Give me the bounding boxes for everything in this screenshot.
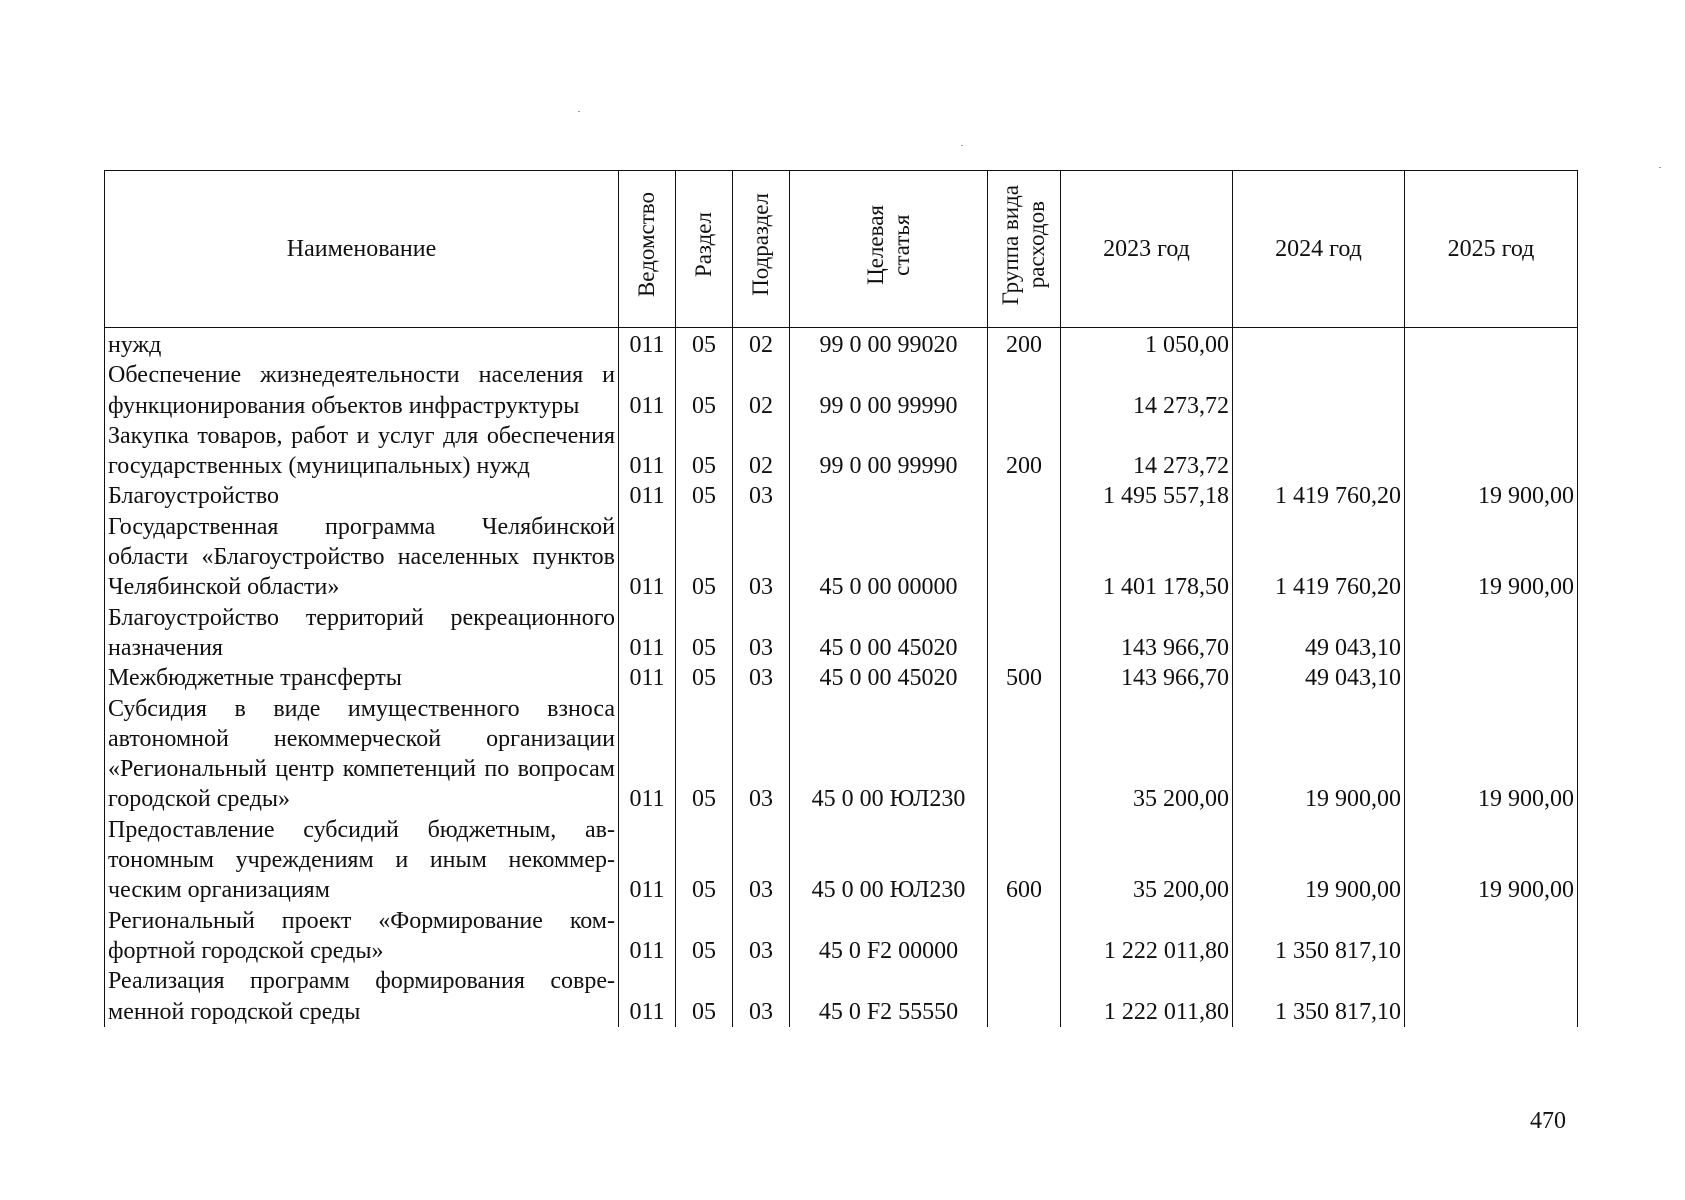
cell-name: нужд bbox=[105, 328, 619, 361]
header-expense-group bbox=[988, 171, 1061, 328]
cell-year-2025 bbox=[1405, 603, 1578, 664]
header-subsection-text: Подраздел bbox=[748, 193, 773, 297]
cell-name: Обеспечение жизнедеятельности населения и функционирования объектов инфраструктуры bbox=[105, 360, 619, 421]
cell-year-2023: 35 200,00 bbox=[1061, 694, 1233, 815]
cell-year-2024: 1 419 760,20 bbox=[1233, 512, 1405, 603]
header-year-2025 bbox=[1405, 171, 1578, 328]
cell-subsection: 03 bbox=[733, 481, 790, 511]
cell-department: 011 bbox=[619, 694, 676, 815]
cell-expense-group bbox=[988, 966, 1061, 1027]
cell-subsection: 03 bbox=[733, 663, 790, 693]
cell-target-article: 45 0 00 ЮЛ230 bbox=[790, 815, 988, 906]
header-year-2024-text: 2024 год bbox=[1275, 235, 1362, 262]
cell-name: Предоставление субсидий бюджетным, автономным учреждениям и иным некоммерческим организациям bbox=[105, 815, 619, 906]
header-department bbox=[619, 171, 676, 328]
header-name bbox=[105, 171, 619, 328]
cell-department: 011 bbox=[619, 328, 676, 361]
cell-target-article: 45 0 F2 00000 bbox=[790, 906, 988, 967]
cell-year-2024: 1 350 817,10 bbox=[1233, 906, 1405, 967]
cell-year-2024 bbox=[1233, 421, 1405, 482]
cell-year-2025 bbox=[1405, 663, 1578, 693]
table-row bbox=[105, 512, 1578, 603]
table-row bbox=[105, 906, 1578, 967]
cell-year-2024: 49 043,10 bbox=[1233, 663, 1405, 693]
cell-year-2025 bbox=[1405, 966, 1578, 1027]
cell-year-2023: 1 050,00 bbox=[1061, 328, 1233, 361]
cell-department: 011 bbox=[619, 360, 676, 421]
cell-name: Благоустройство территорий рекреационного назначения bbox=[105, 603, 619, 664]
cell-year-2023: 1 222 011,80 bbox=[1061, 906, 1233, 967]
cell-expense-group bbox=[988, 512, 1061, 603]
header-expense-group-text: Группа вида расходов bbox=[998, 184, 1049, 305]
header-year-2023 bbox=[1061, 171, 1233, 328]
cell-name: Закупка товаров, работ и услуг для обеспечения государственных (муниципальных) нужд bbox=[105, 421, 619, 482]
cell-department: 011 bbox=[619, 512, 676, 603]
cell-year-2023: 1 222 011,80 bbox=[1061, 966, 1233, 1027]
cell-expense-group: 500 bbox=[988, 663, 1061, 693]
cell-section: 05 bbox=[676, 966, 733, 1027]
cell-name: Реализация программ формирования современной городской среды bbox=[105, 966, 619, 1027]
cell-year-2025 bbox=[1405, 906, 1578, 967]
cell-target-article: 45 0 00 45020 bbox=[790, 663, 988, 693]
scan-speck bbox=[1659, 167, 1661, 168]
cell-year-2024: 19 900,00 bbox=[1233, 815, 1405, 906]
cell-expense-group: 200 bbox=[988, 328, 1061, 361]
cell-year-2025 bbox=[1405, 328, 1578, 361]
cell-name: Субсидия в виде имущественного взноса автономной некоммерческой организации «Региональный центр компетенций по вопросам городской среды» bbox=[105, 694, 619, 815]
cell-year-2023: 14 273,72 bbox=[1061, 421, 1233, 482]
cell-section: 05 bbox=[676, 481, 733, 511]
table-row bbox=[105, 663, 1578, 693]
header-department-text: Ведомство bbox=[634, 192, 659, 298]
cell-section: 05 bbox=[676, 328, 733, 361]
cell-department: 011 bbox=[619, 663, 676, 693]
table-row bbox=[105, 481, 1578, 511]
header-row bbox=[105, 171, 1578, 328]
cell-year-2023: 1 401 178,50 bbox=[1061, 512, 1233, 603]
cell-year-2025 bbox=[1405, 421, 1578, 482]
cell-subsection: 02 bbox=[733, 360, 790, 421]
table-row bbox=[105, 694, 1578, 815]
cell-target-article: 99 0 00 99990 bbox=[790, 421, 988, 482]
cell-department: 011 bbox=[619, 966, 676, 1027]
cell-year-2024 bbox=[1233, 360, 1405, 421]
scan-speck bbox=[961, 145, 963, 146]
cell-expense-group: 600 bbox=[988, 815, 1061, 906]
cell-department: 011 bbox=[619, 421, 676, 482]
header-subsection bbox=[733, 171, 790, 328]
header-section bbox=[676, 171, 733, 328]
header-year-2025-text: 2025 год bbox=[1447, 235, 1535, 262]
cell-year-2024: 1 350 817,10 bbox=[1233, 966, 1405, 1027]
table-body bbox=[105, 328, 1578, 1027]
header-target-article bbox=[790, 171, 988, 328]
table-row bbox=[105, 815, 1578, 906]
table-row bbox=[105, 966, 1578, 1027]
cell-year-2023: 14 273,72 bbox=[1061, 360, 1233, 421]
cell-target-article: 45 0 00 45020 bbox=[790, 603, 988, 664]
page-number: 470 bbox=[1530, 1108, 1566, 1134]
header-year-2023-text: 2023 год bbox=[1103, 235, 1190, 262]
cell-year-2025: 19 900,00 bbox=[1405, 512, 1578, 603]
cell-target-article: 45 0 00 ЮЛ230 bbox=[790, 694, 988, 815]
cell-expense-group bbox=[988, 360, 1061, 421]
cell-name: Межбюджетные трансферты bbox=[105, 663, 619, 693]
cell-subsection: 03 bbox=[733, 966, 790, 1027]
cell-subsection: 03 bbox=[733, 512, 790, 603]
cell-department: 011 bbox=[619, 906, 676, 967]
cell-expense-group: 200 bbox=[988, 421, 1061, 482]
cell-year-2024 bbox=[1233, 328, 1405, 361]
cell-section: 05 bbox=[676, 906, 733, 967]
cell-target-article: 99 0 00 99990 bbox=[790, 360, 988, 421]
cell-section: 05 bbox=[676, 694, 733, 815]
header-section-text: Раздел bbox=[691, 212, 716, 278]
cell-expense-group bbox=[988, 694, 1061, 815]
cell-section: 05 bbox=[676, 663, 733, 693]
header-year-2024 bbox=[1233, 171, 1405, 328]
cell-name: Государственная программа Челябинской области «Благоустройство населенных пунктов Челябинской области» bbox=[105, 512, 619, 603]
header-target-article-text: Целевая статья bbox=[862, 204, 914, 285]
cell-year-2024: 1 419 760,20 bbox=[1233, 481, 1405, 511]
cell-subsection: 03 bbox=[733, 815, 790, 906]
table-row bbox=[105, 603, 1578, 664]
cell-target-article bbox=[790, 481, 988, 511]
cell-target-article: 45 0 00 00000 bbox=[790, 512, 988, 603]
cell-department: 011 bbox=[619, 815, 676, 906]
cell-year-2023: 35 200,00 bbox=[1061, 815, 1233, 906]
cell-subsection: 03 bbox=[733, 906, 790, 967]
cell-expense-group bbox=[988, 481, 1061, 511]
cell-year-2025: 19 900,00 bbox=[1405, 481, 1578, 511]
cell-year-2025: 19 900,00 bbox=[1405, 694, 1578, 815]
cell-section: 05 bbox=[676, 421, 733, 482]
cell-year-2025 bbox=[1405, 360, 1578, 421]
cell-expense-group bbox=[988, 603, 1061, 664]
cell-subsection: 03 bbox=[733, 694, 790, 815]
table-row bbox=[105, 360, 1578, 421]
cell-section: 05 bbox=[676, 815, 733, 906]
cell-target-article: 99 0 00 99020 bbox=[790, 328, 988, 361]
cell-year-2023: 143 966,70 bbox=[1061, 663, 1233, 693]
cell-section: 05 bbox=[676, 512, 733, 603]
cell-target-article: 45 0 F2 55550 bbox=[790, 966, 988, 1027]
cell-year-2023: 1 495 557,18 bbox=[1061, 481, 1233, 511]
scan-speck bbox=[578, 111, 580, 112]
cell-subsection: 03 bbox=[733, 603, 790, 664]
budget-table bbox=[104, 170, 1578, 1027]
cell-expense-group bbox=[988, 906, 1061, 967]
cell-name: Благоустройство bbox=[105, 481, 619, 511]
table-row bbox=[105, 421, 1578, 482]
header-name-text: Наименование bbox=[286, 235, 437, 262]
cell-year-2025: 19 900,00 bbox=[1405, 815, 1578, 906]
cell-department: 011 bbox=[619, 603, 676, 664]
cell-subsection: 02 bbox=[733, 421, 790, 482]
cell-year-2023: 143 966,70 bbox=[1061, 603, 1233, 664]
table-row bbox=[105, 328, 1578, 361]
cell-subsection: 02 bbox=[733, 328, 790, 361]
cell-name: Региональный проект «Формирование комфортной городской среды» bbox=[105, 906, 619, 967]
cell-section: 05 bbox=[676, 603, 733, 664]
cell-year-2024: 19 900,00 bbox=[1233, 694, 1405, 815]
cell-section: 05 bbox=[676, 360, 733, 421]
cell-year-2024: 49 043,10 bbox=[1233, 603, 1405, 664]
cell-department: 011 bbox=[619, 481, 676, 511]
